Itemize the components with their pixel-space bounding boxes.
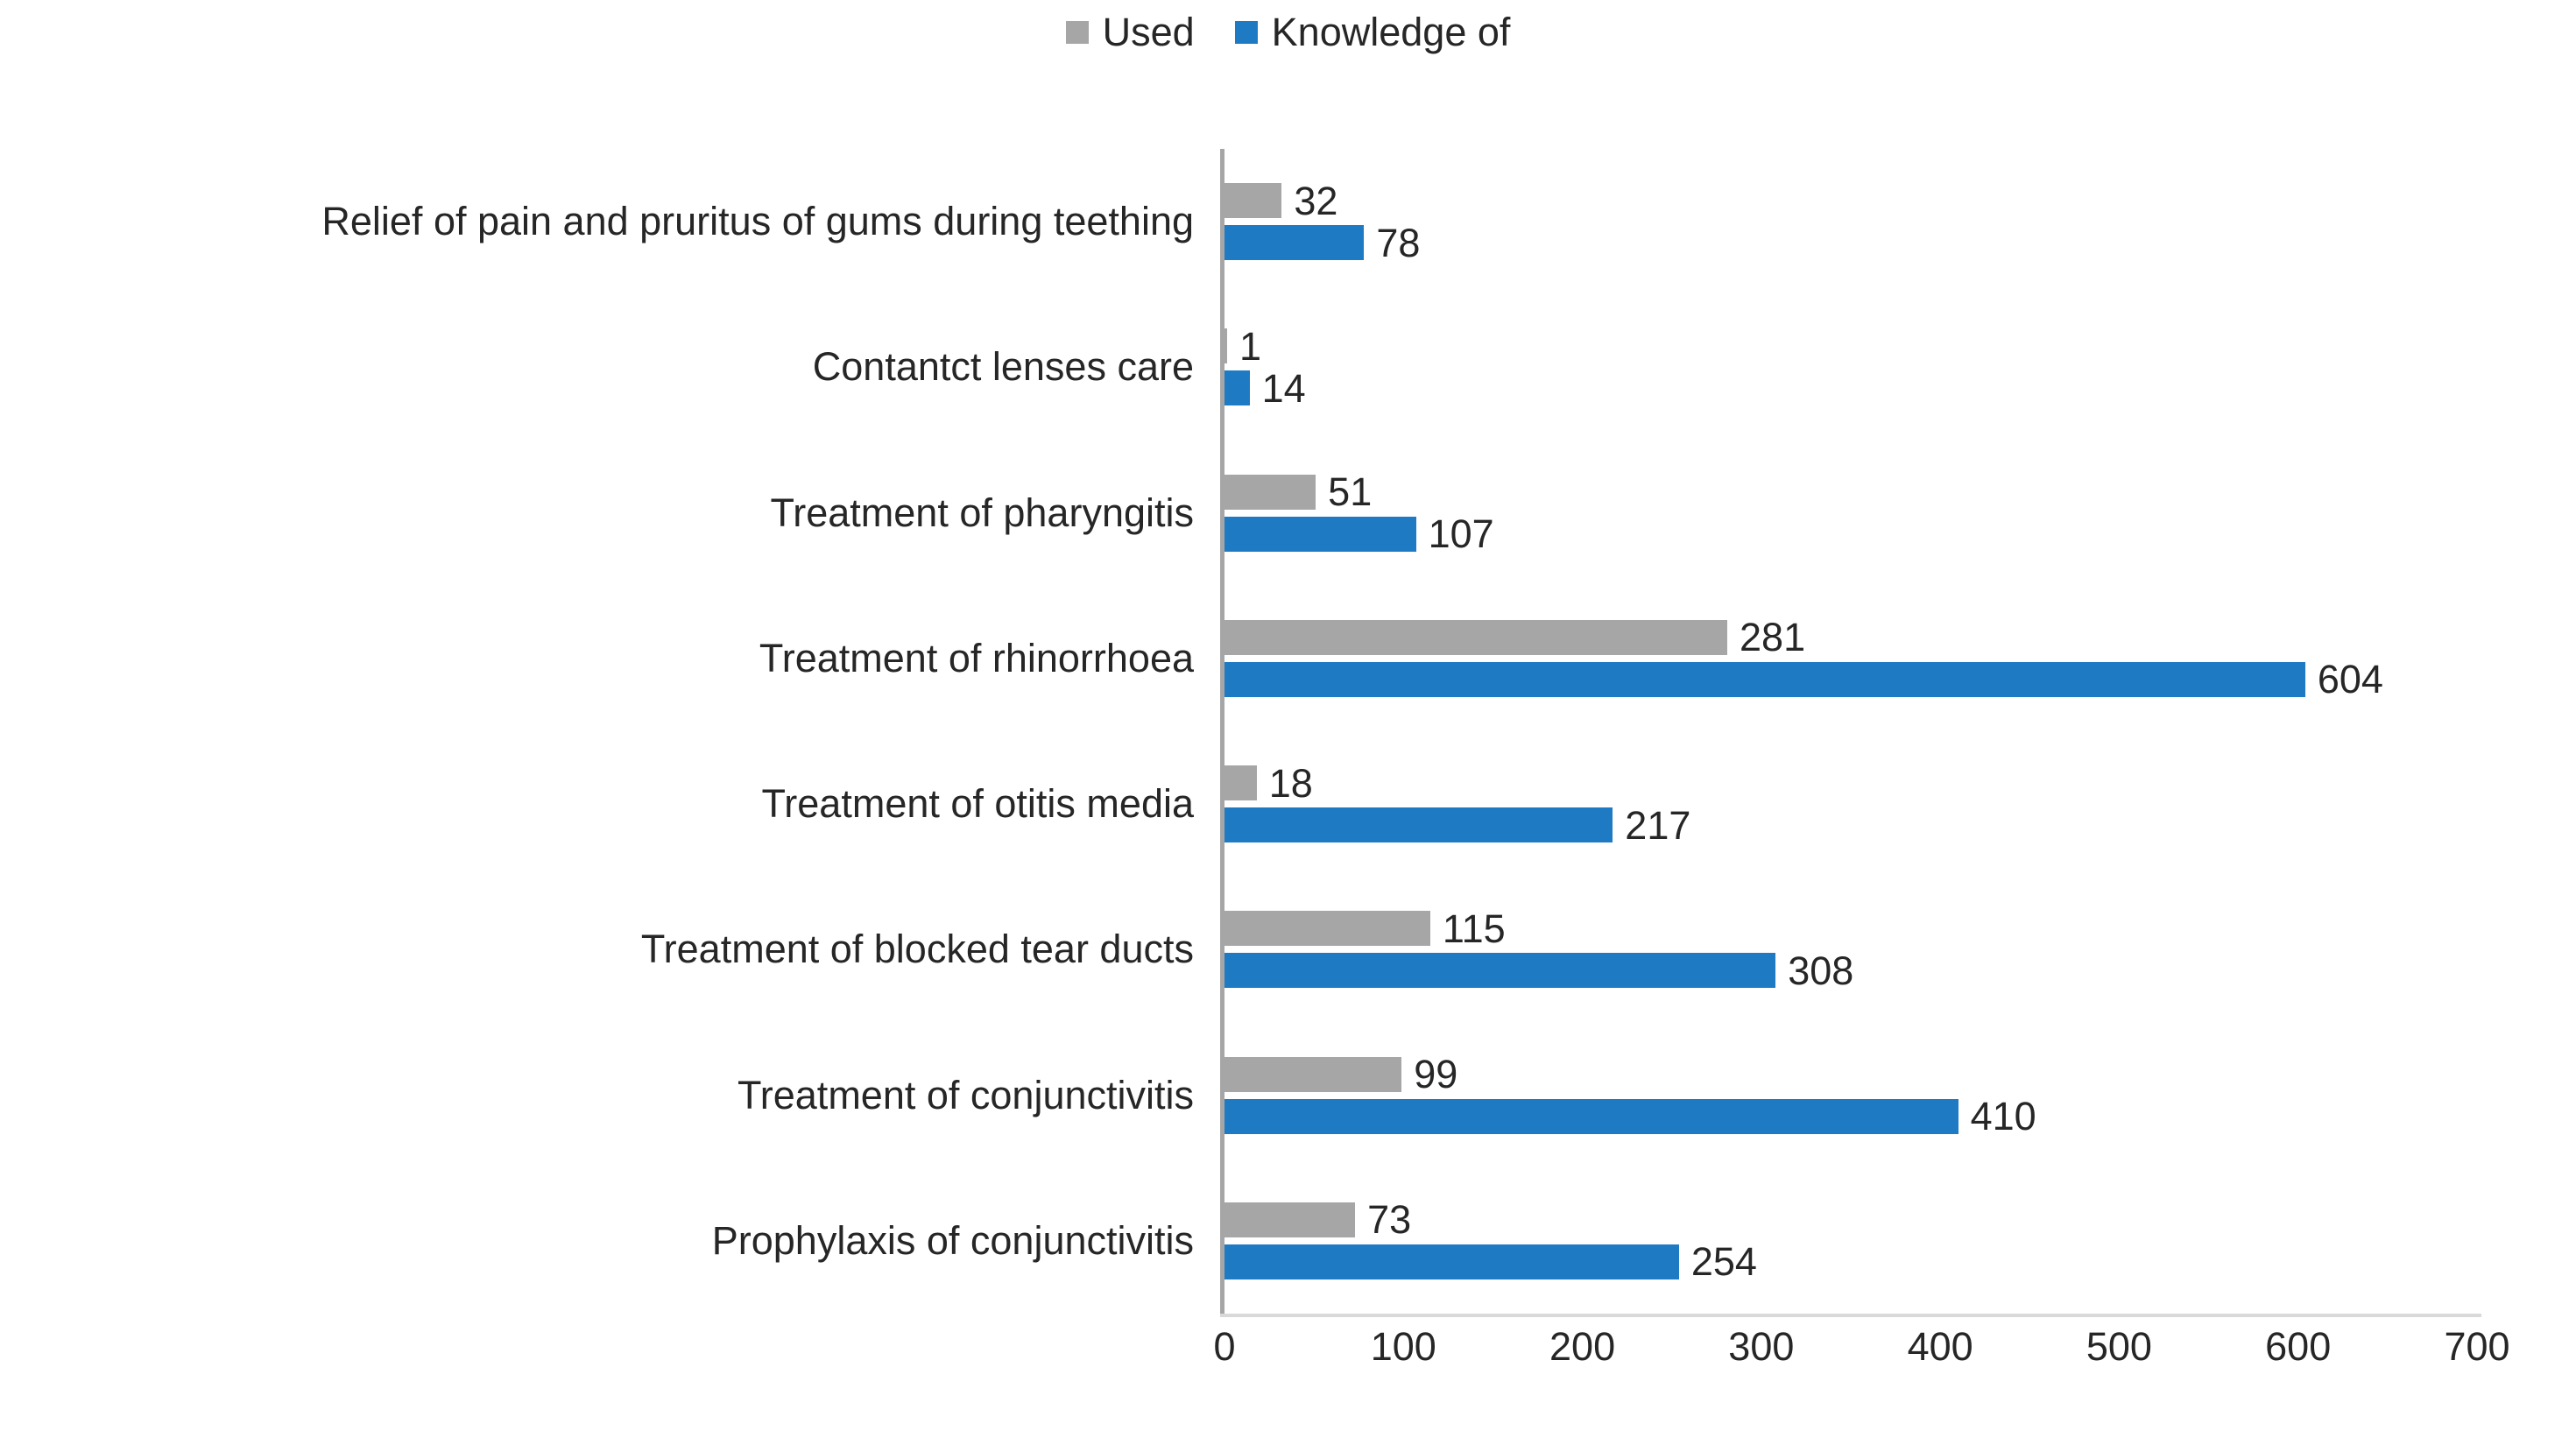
bar-group: [1224, 877, 2477, 1022]
bar-row: [1224, 178, 1338, 223]
plot-area: [0, 149, 2576, 1375]
bar-row: [1224, 1239, 1757, 1285]
bar-row: [1224, 511, 1494, 557]
bar-row: [1224, 365, 1306, 411]
legend-item-knowledge-of: [1235, 12, 1511, 52]
x-tick-label: 100: [1370, 1324, 1436, 1369]
bar-knowledge-of: [1224, 517, 1416, 552]
bar-value-label: 1: [1239, 323, 1262, 369]
bar-value-label: 99: [1414, 1052, 1458, 1097]
category-label: Treatment of blocked tear ducts: [640, 927, 1194, 972]
bar-value-label: 107: [1428, 511, 1494, 557]
bar-value-label: 51: [1328, 469, 1373, 515]
x-tick-label: 500: [2086, 1324, 2152, 1369]
bar-group: [1224, 149, 2477, 294]
bar-row: [1224, 760, 1313, 806]
bar-knowledge-of: [1224, 662, 2305, 697]
category-label: Treatment of rhinorrhoea: [759, 635, 1194, 680]
bar-value-label: 254: [1690, 1239, 1757, 1285]
bar-value-label: 14: [1261, 365, 1306, 411]
bar-row: [1224, 1052, 1458, 1097]
bar-row: [1224, 220, 1421, 265]
legend-swatch-knowledge-of: [1235, 21, 1258, 44]
category-label: Relief of pain and pruritus of gums during teething: [321, 199, 1194, 244]
legend-label-knowledge-of: Knowledge of: [1271, 10, 1511, 54]
bar-value-label: 604: [2317, 657, 2383, 702]
bar-value-label: 410: [1970, 1094, 2036, 1139]
bar-value-label: 18: [1268, 760, 1313, 806]
bar-group: [1224, 294, 2477, 440]
bar-used: [1224, 328, 1227, 363]
category-label: Treatment of otitis media: [761, 781, 1194, 827]
x-axis-tick-labels: [1213, 1324, 2510, 1387]
legend-item-used: [1066, 12, 1195, 52]
bar-used: [1224, 765, 1257, 800]
bar-knowledge-of: [1224, 370, 1250, 405]
bar-value-label: 73: [1367, 1197, 1412, 1243]
bar-knowledge-of: [1224, 953, 1775, 988]
bar-knowledge-of: [1224, 807, 1613, 842]
bar-used: [1224, 475, 1316, 510]
x-tick-label: 300: [1728, 1324, 1795, 1369]
bar-used: [1224, 620, 1727, 655]
category-label: Treatment of pharyngitis: [770, 490, 1194, 535]
bar-knowledge-of: [1224, 225, 1364, 260]
category-label: Contantct lenses care: [812, 344, 1194, 390]
bar-row: [1224, 323, 1262, 369]
bar-row: [1224, 657, 2383, 702]
x-axis-line: [1220, 1314, 2481, 1317]
x-tick-label: 600: [2265, 1324, 2332, 1369]
bar-value-label: 115: [1442, 906, 1506, 951]
bar-knowledge-of: [1224, 1244, 1679, 1279]
x-tick-label: 200: [1549, 1324, 1616, 1369]
bar-value-label: 78: [1376, 220, 1421, 265]
bar-group: [1224, 1023, 2477, 1168]
bars-area: [1224, 149, 2477, 1314]
chart-legend: [0, 12, 2576, 52]
bar-group: [1224, 1168, 2477, 1314]
category-label: Prophylaxis of conjunctivitis: [711, 1217, 1194, 1263]
bar-row: [1224, 906, 1506, 951]
x-tick-label: 400: [1907, 1324, 1973, 1369]
bar-row: [1224, 802, 1691, 848]
legend-label-used: Used: [1102, 10, 1195, 54]
bar-used: [1224, 1202, 1355, 1237]
bar-used: [1224, 1057, 1401, 1092]
bar-row: [1224, 948, 1854, 993]
bar-value-label: 308: [1788, 948, 1854, 993]
bar-group: [1224, 441, 2477, 586]
category-label: Treatment of conjunctivitis: [737, 1072, 1194, 1117]
bar-row: [1224, 1094, 2036, 1139]
bar-value-label: 217: [1625, 802, 1691, 848]
bar-row: [1224, 1197, 1412, 1243]
bar-knowledge-of: [1224, 1099, 1958, 1134]
bar-value-label: 281: [1740, 615, 1806, 660]
bar-group: [1224, 731, 2477, 877]
bar-row: [1224, 615, 1806, 660]
bar-group: [1224, 586, 2477, 731]
category-axis-labels: [0, 149, 1213, 1314]
x-tick-label: 700: [2444, 1324, 2510, 1369]
legend-swatch-used: [1066, 21, 1089, 44]
bar-used: [1224, 911, 1430, 946]
bar-used: [1224, 183, 1281, 218]
x-tick-label: 0: [1213, 1324, 1236, 1369]
bar-row: [1224, 469, 1373, 515]
bar-value-label: 32: [1294, 178, 1338, 223]
